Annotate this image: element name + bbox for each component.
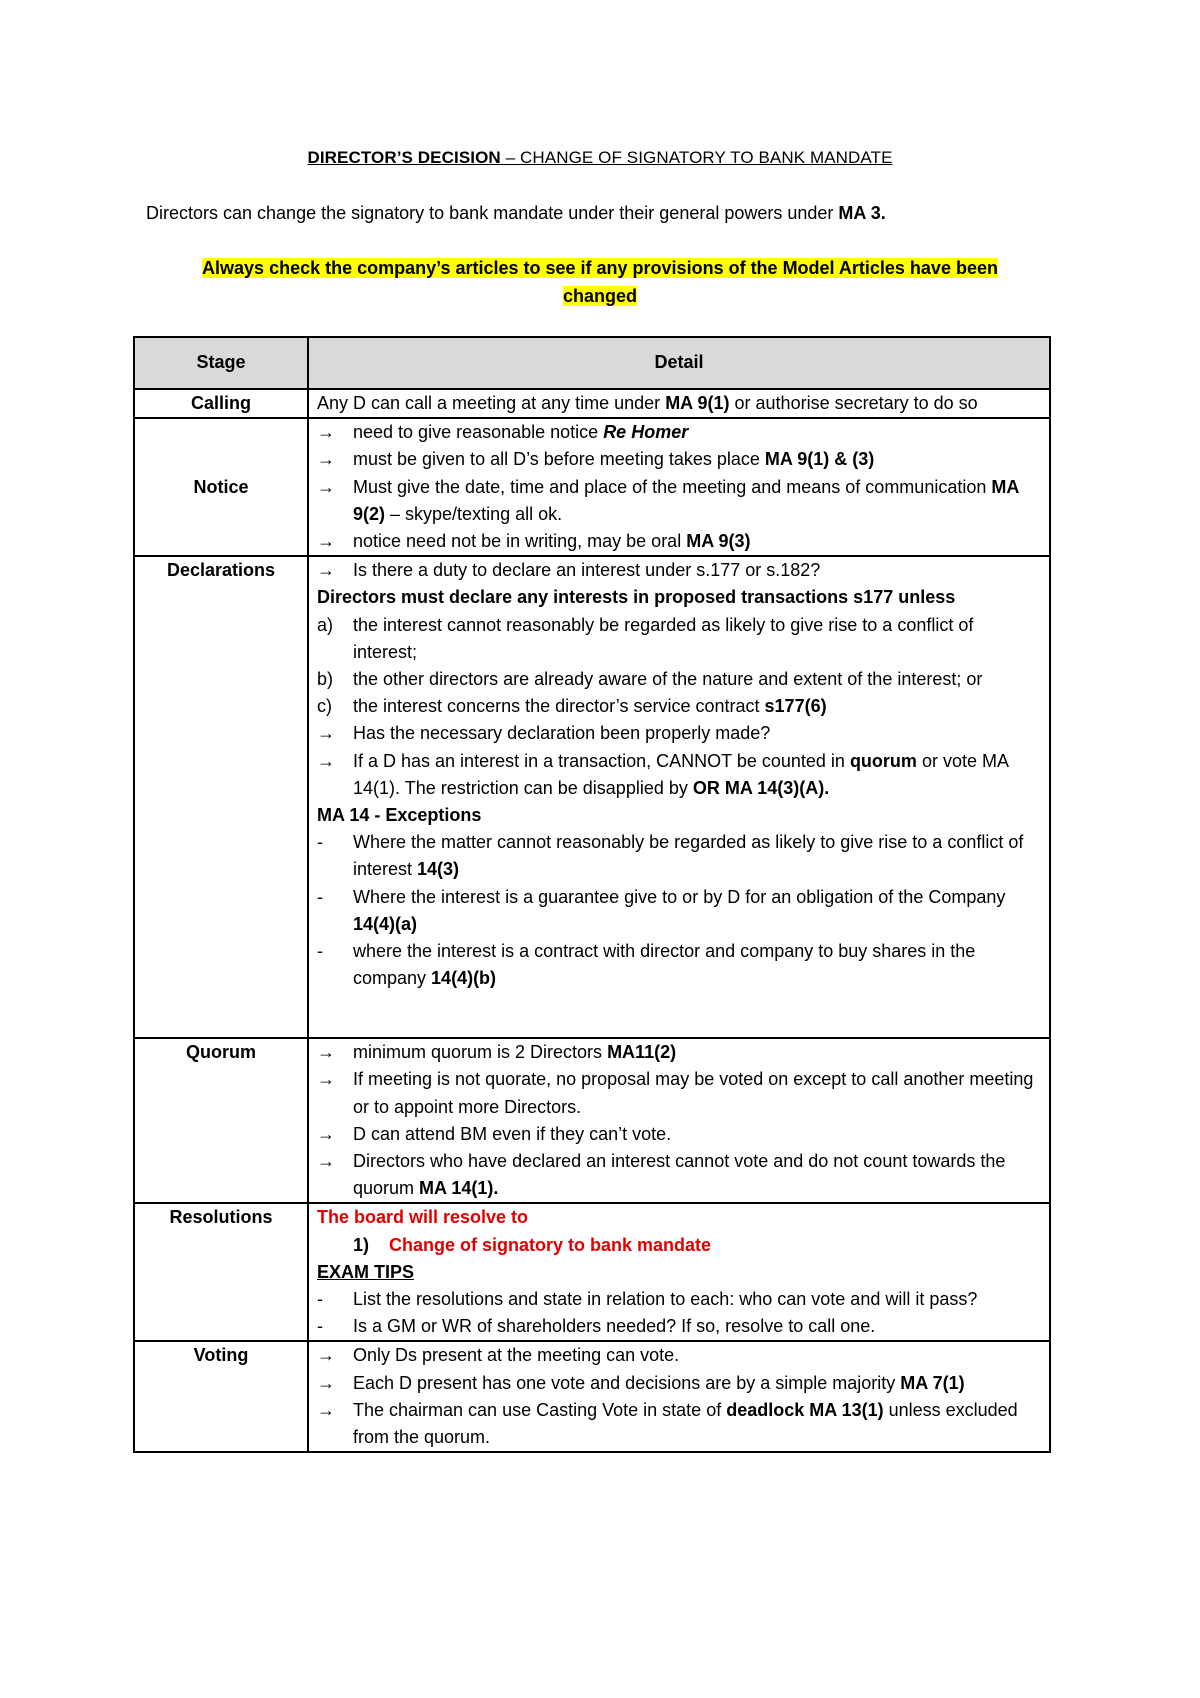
stage-quorum: Quorum bbox=[134, 1038, 308, 1203]
arrow-icon: → bbox=[317, 531, 335, 552]
arrow-icon: → bbox=[317, 1151, 335, 1172]
detail-declarations bbox=[308, 556, 1050, 1038]
detail-notice bbox=[308, 418, 1050, 556]
arrow-icon: → bbox=[317, 449, 335, 470]
dash-icon: - bbox=[317, 1316, 323, 1337]
arrow-icon: → bbox=[317, 750, 335, 771]
arrow-icon: → bbox=[317, 1345, 335, 1366]
table-row bbox=[134, 1341, 1050, 1452]
table-row bbox=[134, 1203, 1050, 1341]
list-item: - Where the interest is a guarantee give to or by D for an obligation of the Company 14(4)(a) bbox=[317, 884, 1041, 938]
list-item: - List the resolutions and state in relation to each: who can vote and will it pass? bbox=[317, 1286, 1041, 1313]
list-item: → Is there a duty to declare an interest under s.177 or s.182? bbox=[317, 557, 1041, 584]
arrow-icon: → bbox=[317, 1123, 335, 1144]
header-stage: Stage bbox=[134, 337, 308, 389]
list-item: → must be given to all D’s before meeting takes place MA 9(1) & (3) bbox=[317, 446, 1041, 473]
resolutions-heading: The board will resolve to bbox=[317, 1207, 529, 1228]
arrow-icon: → bbox=[317, 560, 335, 581]
list-item: → Directors who have declared an interest cannot vote and do not count towards the quorum MA 14(1). bbox=[317, 1148, 1041, 1202]
list-item: → D can attend BM even if they can’t vote. bbox=[317, 1121, 1041, 1148]
detail-quorum bbox=[308, 1038, 1050, 1203]
list-item: → The chairman can use Casting Vote in state of deadlock MA 13(1) unless excluded from the quorum. bbox=[317, 1397, 1041, 1451]
dash-icon: - bbox=[317, 941, 323, 962]
dash-icon: - bbox=[317, 832, 323, 853]
list-item: c) the interest concerns the director’s service contract s177(6) bbox=[317, 696, 827, 717]
detail-calling: Any D can call a meeting at any time under MA 9(1) or authorise secretary to do so bbox=[308, 389, 1050, 418]
stage-calling: Calling bbox=[134, 389, 308, 418]
intro-paragraph: Directors can change the signatory to bank mandate under their general powers under MA 3. bbox=[146, 203, 886, 223]
list-item: → need to give reasonable notice Re Homer bbox=[317, 419, 1041, 446]
table-row bbox=[134, 556, 1050, 1038]
table-row bbox=[134, 418, 1050, 556]
list-item: → If meeting is not quorate, no proposal may be voted on except to call another meeting or to appoint more Directors. bbox=[317, 1066, 1041, 1120]
stage-voting: Voting bbox=[134, 1341, 308, 1452]
arrow-icon: → bbox=[317, 1399, 335, 1420]
arrow-icon: → bbox=[317, 422, 335, 443]
arrow-icon: → bbox=[317, 476, 335, 497]
exam-tips-heading: EXAM TIPS bbox=[317, 1261, 415, 1282]
detail-resolutions bbox=[308, 1203, 1050, 1341]
table-header-row bbox=[134, 337, 1050, 389]
list-item: - Where the matter cannot reasonably be regarded as likely to give rise to a conflict of interest 14(3) bbox=[317, 829, 1041, 883]
table-row bbox=[134, 1038, 1050, 1203]
detail-voting bbox=[308, 1341, 1050, 1452]
list-item: - where the interest is a contract with director and company to buy shares in the company 14(4)(b) bbox=[317, 938, 1041, 992]
header-detail: Detail bbox=[308, 337, 1050, 389]
list-item: → Only Ds present at the meeting can vote. bbox=[317, 1342, 1041, 1369]
list-item: → Has the necessary declaration been properly made? bbox=[317, 720, 1041, 747]
list-item: → minimum quorum is 2 Directors MA11(2) bbox=[317, 1039, 1041, 1066]
stages-table bbox=[133, 336, 1051, 1453]
arrow-icon: → bbox=[317, 1372, 335, 1393]
declarations-heading: Directors must declare any interests in proposed transactions s177 unless bbox=[317, 587, 956, 608]
document-title: DIRECTOR’S DECISION – CHANGE OF SIGNATORY TO BANK MANDATE bbox=[307, 148, 893, 167]
list-item: a) the interest cannot reasonably be regarded as likely to give rise to a conflict of interest; bbox=[317, 614, 974, 662]
dash-icon: - bbox=[317, 886, 323, 907]
list-item: - Is a GM or WR of shareholders needed? If so, resolve to call one. bbox=[317, 1313, 1041, 1340]
list-item: → Each D present has one vote and decisions are by a simple majority MA 7(1) bbox=[317, 1370, 1041, 1397]
highlighted-warning: Always check the company’s articles to see if any provisions of the Model Articles have been changed bbox=[202, 258, 998, 306]
exceptions-heading: MA 14 - Exceptions bbox=[317, 805, 482, 826]
stage-resolutions: Resolutions bbox=[134, 1203, 308, 1341]
list-item: 1) Change of signatory to bank mandate bbox=[353, 1234, 712, 1255]
stage-declarations: Declarations bbox=[134, 556, 308, 1038]
arrow-icon: → bbox=[317, 1069, 335, 1090]
list-item: → If a D has an interest in a transaction, CANNOT be counted in quorum or vote MA 14(1). The restriction can be disapplied by OR MA 14(3)(A). bbox=[317, 748, 1041, 802]
dash-icon: - bbox=[317, 1289, 323, 1310]
stage-notice: Notice bbox=[134, 418, 308, 556]
table-row bbox=[134, 389, 1050, 418]
arrow-icon: → bbox=[317, 723, 335, 744]
list-item: b) the other directors are already aware of the nature and extent of the interest; or bbox=[317, 669, 983, 690]
list-item: → Must give the date, time and place of the meeting and means of communication MA 9(2) – skype/texting all ok. bbox=[317, 474, 1041, 528]
list-item: → notice need not be in writing, may be oral MA 9(3) bbox=[317, 528, 1041, 555]
arrow-icon: → bbox=[317, 1042, 335, 1063]
